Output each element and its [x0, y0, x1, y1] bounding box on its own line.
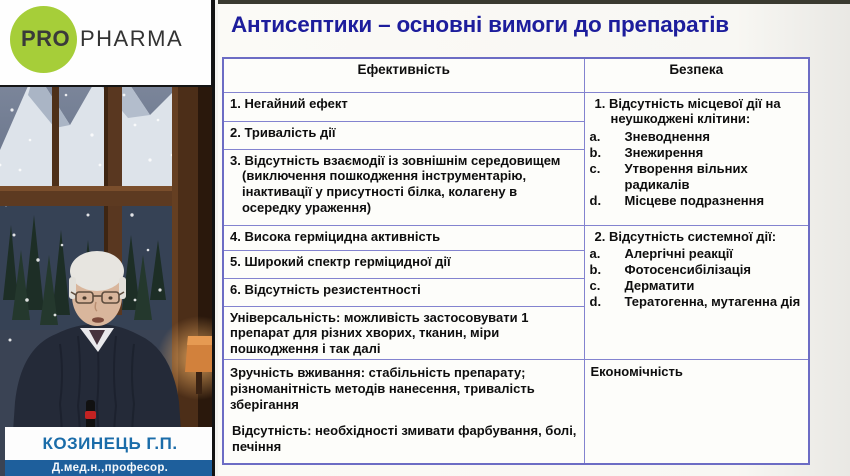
slide-top-bar — [218, 0, 850, 4]
list-item: a. Алергічні реакції — [589, 246, 733, 262]
logo-pro-text: PRO — [21, 26, 71, 51]
table-cell-wide-spectrum: 5. Широкий спектр герміцидної дії — [223, 250, 584, 278]
list-item: c. Утворення вільних радикалів — [589, 160, 748, 192]
slide-title: Антисептики – основні вимоги до препаратів — [231, 12, 729, 37]
list-item: b. Знежирення — [589, 145, 704, 161]
presenter-video-panel — [0, 0, 215, 476]
column-header-safety: Безпека — [584, 58, 809, 92]
propharma-logo — [0, 0, 213, 87]
table-cell-no-environment-interaction: 3. Відсутність взаємодії із зовнішнім середовищем (виключення пошкодження інструментарію, інактивації у присутності білка, колагену в осередку ураження) — [223, 149, 584, 225]
list-item: d. Місцеве подразнення — [589, 192, 765, 208]
column-header-effectiveness: Ефективність — [223, 58, 584, 92]
presenter-name-banner — [5, 427, 215, 476]
table-cell-universality: Універсальність: можливість застосовувати 1 препарат для різних хворих, тканин, міри пошкодження і так далі — [223, 306, 584, 360]
list-item: d. Тератогенна, мутагенна дія — [589, 293, 801, 309]
table-cell-no-resistance: 6. Відсутність резистентності — [223, 278, 584, 306]
logo-pharma-text: PHARMA — [80, 26, 184, 51]
table-cell-duration: 2. Тривалість дії — [223, 121, 584, 149]
table-cell-germicidal-activity: 4. Висока герміцидна активність — [223, 225, 584, 250]
table-cell-no-systemic-action: 2. Відсутність системної дії: a. Алергічні реакції b. Фотосенсибілізація c. Дерматити d. Тератогенна, мутагенна дія — [584, 225, 809, 360]
slide-panel — [218, 0, 850, 476]
list-item: c. Дерматити — [589, 278, 695, 294]
table-cell-economy: Економічність — [584, 360, 809, 464]
requirements-table — [222, 57, 810, 465]
list-item: a. Зневоднення — [589, 129, 710, 145]
table-cell-convenience: Зручність вживання: стабільність препарату; різноманітність методів нанесення, тривалість зберігання Відсутність: необхідності змивати фарбування, болі, печіння — [223, 360, 584, 464]
table-cell-no-local-action: 1. Відсутність місцевої дії на неушкоджені клітини: a. Зневоднення b. Знежирення c. Утворення вільних радикалів d. Місцеве подразнення — [584, 92, 809, 225]
table-cell-immediate-effect: 1. Негайний ефект — [223, 92, 584, 121]
presenter-name: КОЗИНЕЦЬ Г.П. — [5, 427, 215, 460]
list-item: b. Фотосенсибілізація — [589, 262, 751, 278]
presenter-degree: Д.мед.н.,професор. — [5, 460, 215, 476]
